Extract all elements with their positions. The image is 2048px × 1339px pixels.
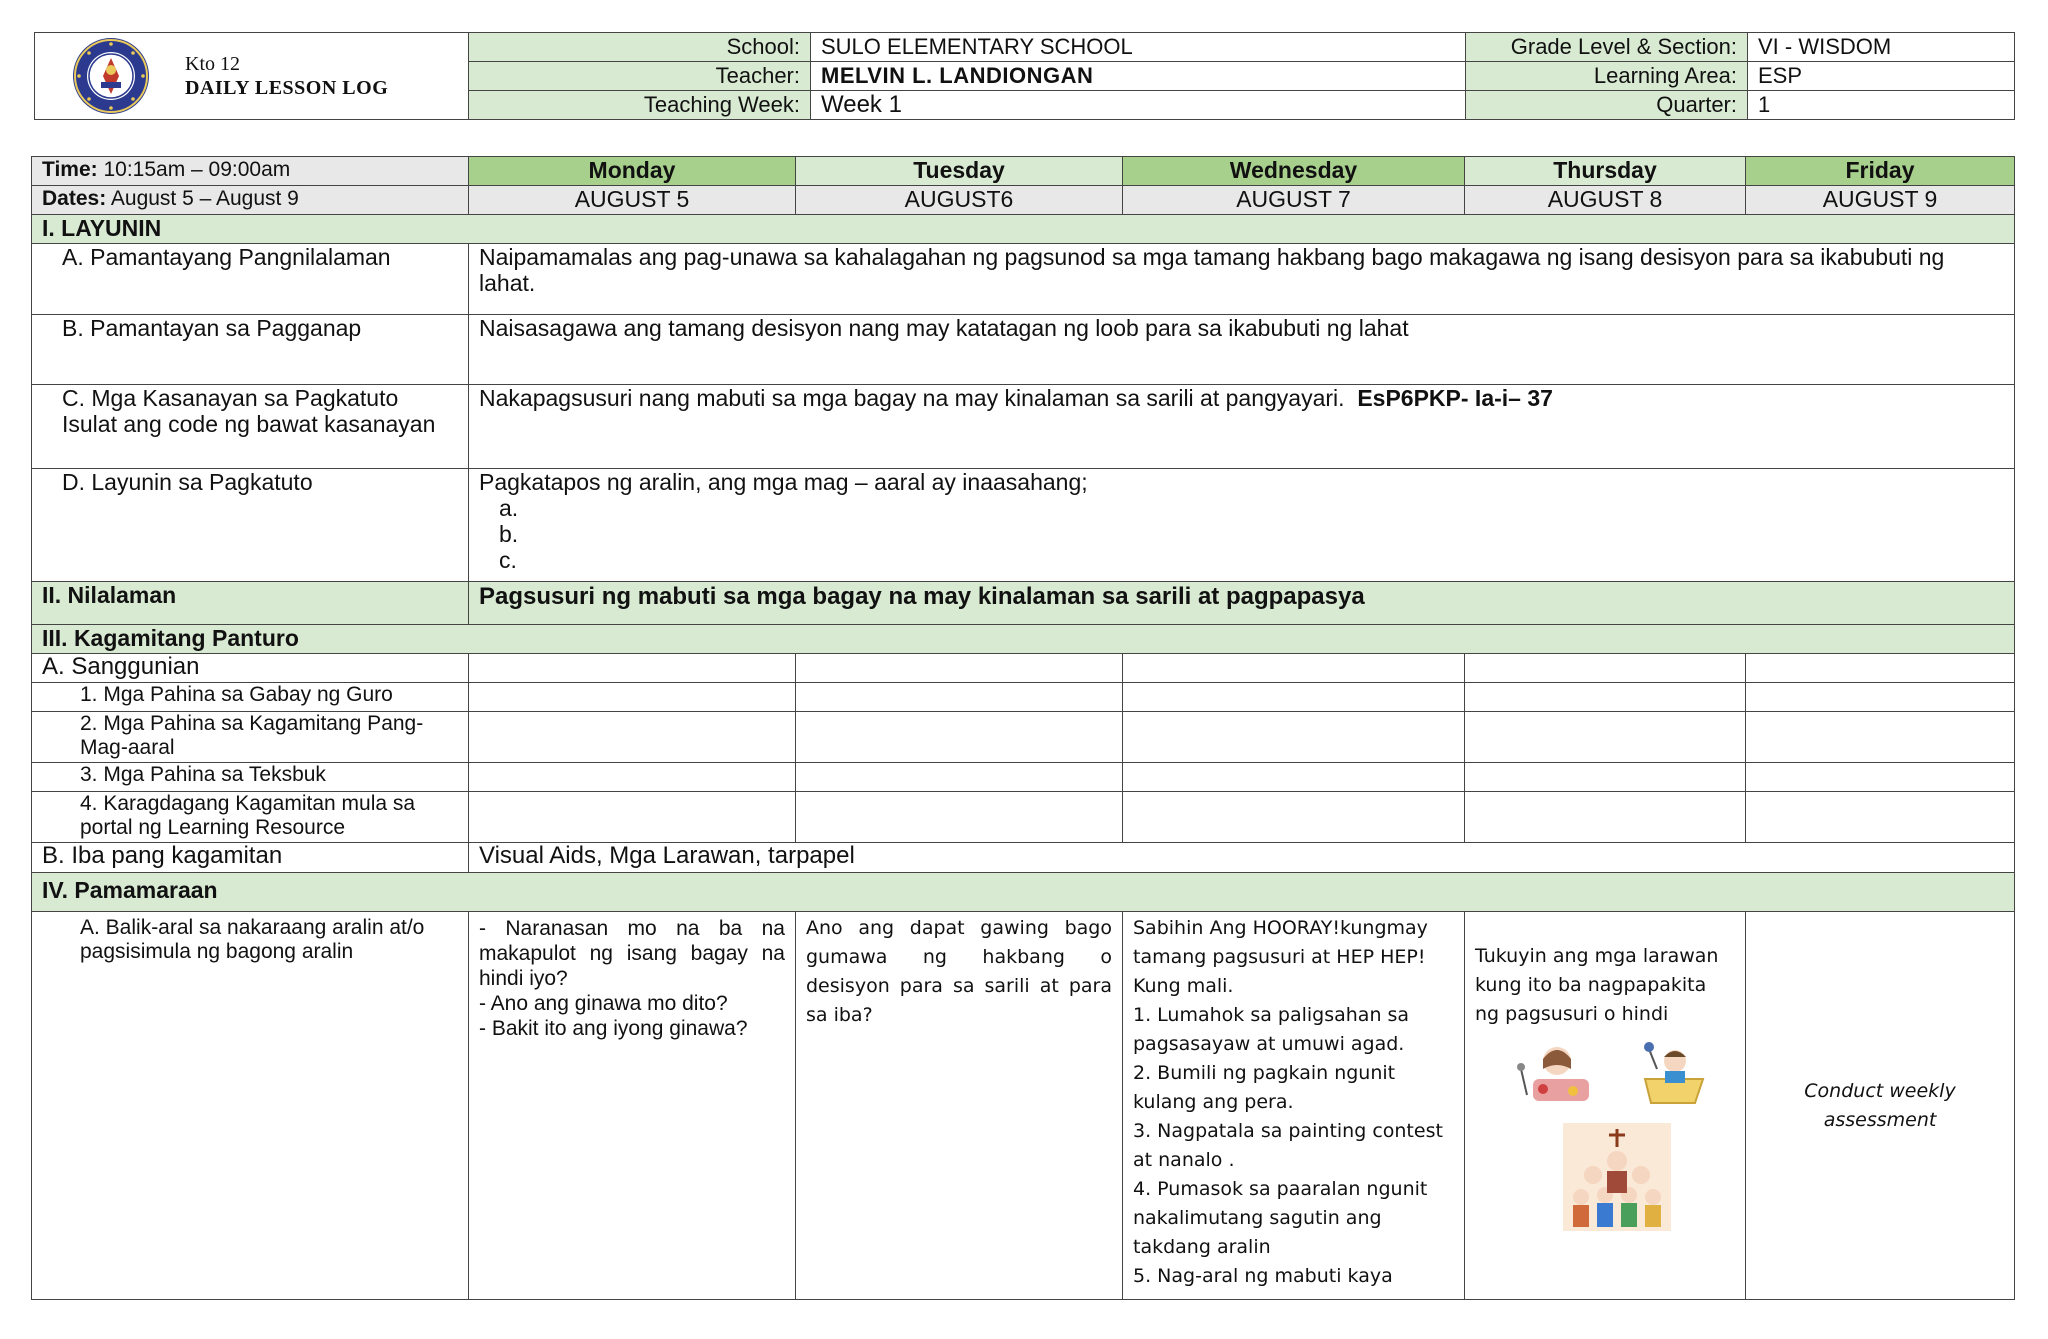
sanggunian-label: A. Sanggunian: [32, 654, 469, 683]
doc-title-line2: DAILY LESSON LOG: [185, 77, 389, 99]
date-wednesday: AUGUST 7: [1123, 186, 1465, 215]
layunin-c-cell: [469, 385, 2015, 469]
layunin-d-item: c.: [499, 547, 517, 573]
layunin-b-text: Naisasagawa ang tamang desisyon nang may katatagan ng loob para sa ikabubuti ng lahat: [469, 315, 2015, 385]
sanggunian-item: 2. Mga Pahina sa Kagamitang Pang-Mag-aaral: [32, 712, 469, 763]
friday-cell: Conduct weekly assessment: [1746, 912, 2015, 1300]
wednesday-item: 3. Nagpatala sa painting contest at nanalo .: [1133, 1120, 1443, 1171]
girl-eating-picture: [1513, 1039, 1597, 1109]
section-pamamaraan: IV. Pamamaraan: [32, 873, 2015, 912]
layunin-d-text: Pagkatapos ng aralin, ang mga mag – aaral ay inaasahang;: [479, 469, 1088, 495]
week-label: Teaching Week:: [469, 91, 811, 120]
monday-cell: [469, 912, 796, 1300]
layunin-a-text: Naipamamalas ang pag-unawa sa kahalagahan ng pagsunod sa mga tamang hakbang bago makagawa ng isang desisyon para sa ikabubuti ng lahat.: [469, 244, 2015, 315]
day-thursday: Thursday: [1465, 157, 1746, 186]
wednesday-item: 5. Nag-aral ng mabuti kaya: [1133, 1265, 1393, 1287]
layunin-d-item: b.: [499, 521, 519, 547]
header-table: [34, 32, 2015, 120]
section-kagamitan: III. Kagamitang Panturo: [32, 625, 2015, 654]
grade-value: VI - WISDOM: [1748, 33, 2015, 62]
time-value: 10:15am – 09:00am: [103, 158, 291, 181]
sanggunian-item: 1. Mga Pahina sa Gabay ng Guro: [32, 683, 469, 712]
day-tuesday: Tuesday: [796, 157, 1123, 186]
day-friday: Friday: [1746, 157, 2015, 186]
date-thursday: AUGUST 8: [1465, 186, 1746, 215]
doc-title-line1: Kto 12: [185, 53, 240, 75]
day-monday: Monday: [469, 157, 796, 186]
layunin-d-item: a.: [499, 495, 519, 521]
date-monday: AUGUST 5: [469, 186, 796, 215]
layunin-c-label: C. Mga Kasanayan sa Pagkatuto Isulat ang code ng bawat kasanayan: [32, 385, 469, 469]
layunin-c-text: Nakapagsusuri nang mabuti sa mga bagay na may kinalaman sa sarili at pangyayari.: [479, 385, 1345, 411]
week-value: Week 1: [811, 91, 1466, 120]
quarter-value: 1: [1748, 91, 2015, 120]
grade-label: Grade Level & Section:: [1466, 33, 1748, 62]
layunin-c-code: EsP6PKP- Ia-i– 37: [1357, 385, 1553, 411]
deped-seal-icon: [71, 36, 151, 116]
layunin-d-cell: [469, 469, 2015, 582]
tuesday-cell: Ano ang dapat gawing bago gumawa ng hakbang o desisyon para sa sarili at para sa iba?: [796, 912, 1123, 1300]
time-label: Time:: [42, 158, 98, 181]
pamamaraan-a-label: A. Balik-aral sa nakaraang aralin at/o pagsisimula ng bagong aralin: [32, 912, 469, 1300]
section-layunin: I. LAYUNIN: [32, 215, 2015, 244]
wednesday-item: 1. Lumahok sa paligsahan sa pagsasayaw at umuwi agad.: [1133, 1004, 1410, 1055]
logo-cell: [35, 33, 469, 120]
date-tuesday: AUGUST6: [796, 186, 1123, 215]
school-label: School:: [469, 33, 811, 62]
monday-line: - Bakit ito ang iyong ginawa?: [479, 1017, 748, 1040]
dates-label: Dates:: [42, 187, 107, 210]
iba-label: B. Iba pang kagamitan: [32, 843, 469, 873]
dates-cell: [32, 186, 469, 215]
nilalaman-text: Pagsusuri ng mabuti sa mga bagay na may kinalaman sa sarili at pagpapasya: [469, 582, 2015, 625]
dates-value: August 5 – August 9: [110, 187, 299, 210]
quarter-label: Quarter:: [1466, 91, 1748, 120]
time-cell: [32, 157, 469, 186]
teacher-value: MELVIN L. LANDIONGAN: [811, 62, 1466, 91]
boy-studying-picture: [1641, 1039, 1707, 1107]
thursday-cell: [1465, 912, 1746, 1300]
thursday-text: Tukuyin ang mga larawan kung ito ba nagpapakita ng pagsusuri o hindi: [1475, 945, 1719, 1025]
wednesday-cell: [1123, 912, 1465, 1300]
layunin-b-label: B. Pamantayan sa Pagganap: [32, 315, 469, 385]
day-wednesday: Wednesday: [1123, 157, 1465, 186]
lesson-log-table: [31, 156, 2015, 1300]
school-value: SULO ELEMENTARY SCHOOL: [811, 33, 1466, 62]
sanggunian-item: 4. Karagdagang Kagamitan mula sa portal ng Learning Resource: [32, 792, 469, 843]
nilalaman-label: II. Nilalaman: [32, 582, 469, 625]
sanggunian-item: 3. Mga Pahina sa Teksbuk: [32, 763, 469, 792]
area-label: Learning Area:: [1466, 62, 1748, 91]
teacher-label: Teacher:: [469, 62, 811, 91]
family-praying-picture: [1563, 1123, 1671, 1231]
iba-text: Visual Aids, Mga Larawan, tarpapel: [469, 843, 2015, 873]
layunin-d-label: D. Layunin sa Pagkatuto: [32, 469, 469, 582]
wednesday-item: 4. Pumasok sa paaralan ngunit nakalimutang sagutin ang takdang aralin: [1133, 1178, 1428, 1258]
date-friday: AUGUST 9: [1746, 186, 2015, 215]
area-value: ESP: [1748, 62, 2015, 91]
wednesday-intro: Sabihin Ang HOORAY!kungmay tamang pagsusuri at HEP HEP! Kung mali.: [1133, 917, 1428, 997]
monday-line: - Ano ang ginawa mo dito?: [479, 992, 728, 1015]
monday-line: - Naranasan mo na ba na makapulot ng isang bagay na hindi iyo?: [479, 917, 785, 990]
layunin-a-label: A. Pamantayang Pangnilalaman: [32, 244, 469, 315]
wednesday-item: 2. Bumili ng pagkain ngunit kulang ang pera.: [1133, 1062, 1396, 1113]
